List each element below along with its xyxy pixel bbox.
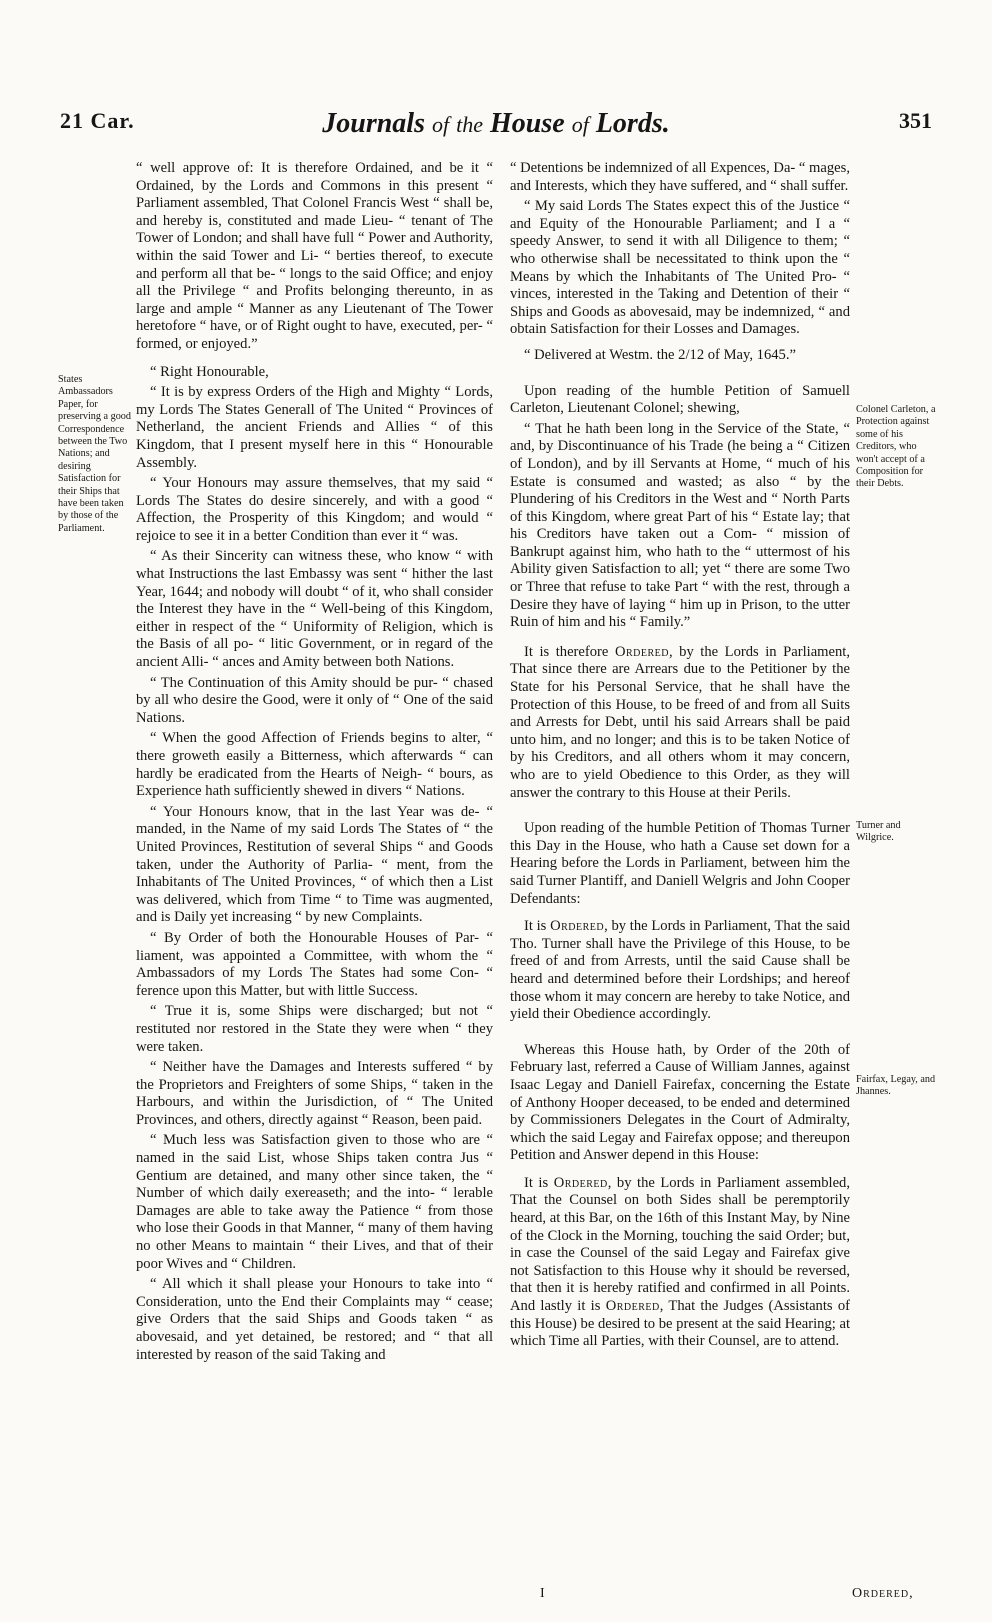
- paper-paragraph: “ True it is, some Ships were discharged; but not “ restituted nor restored in the State they were when “ they were taken.: [136, 1003, 493, 1055]
- paper-paragraph: “ By Order of both the Honourable Houses of Par- “ liament, was appointed a Committee, with whom the “ Ambassadors of my Lords The States had some Con- “ ference upon this Matter, but with little Success.: [136, 929, 493, 999]
- paper-paragraph: “ My said Lords The States expect this of the Justice “ and Equity of the Honourable Parliament; and I a “ speedy Answer, to send it with all Diligence to them; “ who otherwise shall be necessitated to think upon the “ Means by which the Inhabitants of The United Pro- “ vinces, interested in the Taking and Detention of their “ Ships and Goods as abovesaid, may be indemnized, “ and obtain Satisfaction for their Losses and Damages.: [510, 198, 850, 338]
- catchword: Ordered,: [852, 1586, 914, 1601]
- left-column: [136, 160, 493, 1367]
- paper-paragraph: “ Neither have the Damages and Interests suffered “ by the Proprietors and Freighters of some Ships, “ taken in the Harbours, and within the Jurisdiction, of “ The United Provinces, and others, directly against “ Reason, been paid.: [136, 1059, 493, 1128]
- ordered-word: Ordered: [550, 918, 605, 935]
- order-text: , by the Lords in Parliament assembled, That the Counsel on both Sides shall be peremptorily heard, at this Bar, on the 16th of this Instant May, by Nine of the Clock in the Morning, touching the said Order; but, in case the Counsel of the said Legay and Fairefax give not Satisfaction to this House why it should be reversed, that then it is hereby ratified and confirmed in all Points. And lastly it is: [510, 1174, 850, 1315]
- turner-petition: Upon reading of the humble Petition of Thomas Turner this Day in the House, who hath a Cause set down for a Hearing before the Lords in Parliament, between him the said Turner Plantiff, and Daniell Welgris and John Cooper Defendants:: [510, 820, 850, 907]
- paper-paragraph: “ Much less was Satisfaction given to those who are “ named in the said List, whose Ships taken contra Jus “ Gentium are detained, and many other since taken, the “ Number of which daily exereaseth; and the into- “ lerable Damages are able to take away the Patience “ from those who lose their Goods in that Manner, “ many of them having no other Means to maintain “ their Lives, and that of their poor Wives and “ Children.: [136, 1132, 493, 1272]
- salutation: “ Right Honourable,: [150, 363, 269, 380]
- signature-mark: I: [540, 1586, 545, 1601]
- page-header: [0, 108, 992, 148]
- margin-note-turner: Turner and Wilgrice.: [856, 820, 901, 844]
- paper-paragraph: “ As their Sincerity can witness these, who know “ with what Instructions the last Embassy was sent “ hither the last Year, 1644; and nobody will doubt “ of it, who shall consider the Interest they have in the “ Well-being of this Kingdom, either in respect of the “ Uniformity of Religion, which is the Basis of all po- “ litic Government, or in regard of the ancient Alli- “ ances and Amity between both Nations.: [136, 548, 493, 671]
- order-text: It is therefore: [524, 643, 609, 660]
- jannes-order: [510, 1175, 850, 1351]
- paper-paragraph: “ Your Honours may assure themselves, that my said “ Lords The States do desire sincerely, and with a good “ Affection, the Prosperity of this Kingdom; and would “ rejoice to see it in a better Condition than ever it “ was.: [136, 475, 493, 544]
- title-house: House: [490, 108, 565, 139]
- paper-paragraph: “ All which it shall please your Honours to take into “ Consideration, unto the End their Complaints may “ cease; give Orders that the said Ships and Goods taken “ as abovesaid, and yet detained, be restored; and “ that all interested by reason of the said Taking and: [136, 1276, 493, 1363]
- delivery-date: “ Delivered at Westm. the 2/12 of May, 1645.”: [524, 346, 796, 363]
- ordered-word: Ordered: [605, 1298, 660, 1315]
- carleton-petition-intro: Upon reading of the humble Petition of Samuell Carleton, Lieutenant Colonel; shewing,: [510, 382, 850, 417]
- carleton-petition-text: “ That he hath been long in the Service of the State, “ and, by Discontinuance of his Trade (he being a “ Citizen of London), and by ill Servants at Home, “ much of his Estate is consumed and wasted; as also “ by the Plundering of his Creditors in the West and “ North Parts of this Kingdom, where great Part of his “ Estate lay; that his Creditors have taken out a Com- “ mission of Bankrupt against him, who hath to the “ uttermost of his Ability given Satisfaction to all; yet “ there are some Two or Three that refuse to take Part “ with the rest, through a Desire they have of laying “ him up in Prison, to the utter Ruin of him and his “ Family.”: [510, 420, 850, 631]
- turner-order: [510, 918, 850, 1024]
- margin-note-states: States Ambassadors Paper, for preserving a good Correspondence between the Two Nations; and desiring Satisfaction for their Ships that have been taken by those of the Parliament.: [58, 374, 131, 534]
- ordinance-text: “ well approve of: It is therefore Ordained, and be it “ Ordained, by the Lords and Commons in this present “ Parliament assembled, That Colonel Francis West “ shall be, and hereby is, constituted and made Lieu- “ tenant of The Tower of London; and shall have full “ Power and Authority, within the said Tower and Li- “ berties thereof, to execute and perform all that be- “ longs to the said Office; and enjoy all the Privilege “ and Profits belonging thereunto, in as large and ample “ Manner as any Lieutenant of The Tower heretofore “ have, or of Right ought to have, executed, per- “ formed, or enjoyed.”: [136, 160, 493, 352]
- paper-paragraph: “ Detentions be indemnized of all Expences, Da- “ mages, and Interests, which they have suffered, and “ shall suffer.: [510, 160, 850, 194]
- page-number: 351: [899, 108, 932, 133]
- title-of-1: of: [431, 112, 450, 137]
- carleton-order: [510, 644, 850, 802]
- regnal-year: 21 Car.: [60, 108, 135, 133]
- margin-note-carleton: Colonel Carleton, a Protection against some of his Creditors, who won't accept of a Composition for their Debts.: [856, 404, 936, 490]
- title-the: the: [456, 112, 483, 137]
- right-column: [510, 160, 850, 1361]
- paper-paragraph: “ It is by express Orders of the High and Mighty “ Lords, my Lords The States Generall of The United “ Provinces of Netherland, the ancient Friends and Allies “ of this Kingdom, that I present myself here in this “ Honourable Assembly.: [136, 384, 493, 471]
- order-text: , That the Judges (Assistants of this House) be desired to be present at the said Hearing; at which Time all Parties, with their Counsel, are to attend.: [510, 1298, 851, 1350]
- jannes-cause: Whereas this House hath, by Order of the 20th of February last, referred a Cause of William Jannes, against Isaac Legay and Daniell Fairefax, concerning the Estate of Anthony Hooper deceased, to be ended and determined by Commissioners Delegates in the Court of Admiralty, which the said Legay and Fairefax oppose; and thereupon Petition and Answer depend in this House:: [510, 1041, 850, 1164]
- order-text: It is: [524, 918, 547, 935]
- title-journals: Journals: [322, 108, 425, 139]
- ordered-word: Ordered: [614, 643, 669, 660]
- order-text: It is: [524, 1174, 549, 1191]
- running-title: [0, 108, 992, 140]
- title-of-2: of: [571, 112, 589, 137]
- ordered-word: Ordered: [553, 1174, 608, 1191]
- paper-paragraph: “ Your Honours know, that in the last Year was de- “ manded, in the Name of my said Lords The States of “ the United Provinces, Restitution of several Ships “ and Goods taken, under the Authority of Parlia- “ ment, from the Inhabitants of The United Provinces, “ of which then a List was delivered, which from Time “ to Time was augmented, and is Daily yet increasing “ by new Complaints.: [136, 803, 493, 926]
- title-lords: Lords.: [595, 108, 670, 139]
- margin-note-fairfax: Fairfax, Legay, and Jhannes.: [856, 1074, 936, 1098]
- paper-paragraph: “ The Continuation of this Amity should be pur- “ chased by all who desire the Good, were it only of “ One of the said Nations.: [136, 674, 493, 726]
- order-text: , by the Lords in Parliament, That the said Tho. Turner shall have the Privilege of this House, to be freed of and from Arrests, until the said Cause shall be heard and determined before their Lordships; and hereof those whom it may concern are hereby to take Notice, and yield their Obedience accordingly.: [510, 918, 851, 1023]
- paper-paragraph: “ When the good Affection of Friends begins to alter, “ there groweth easily a Bitterness, which afterwards “ can hardly be eradicated from the Hearts of Neigh- “ bours, as Experience hath sufficiently shewed in divers “ Nations.: [136, 730, 493, 800]
- order-text: , by the Lords in Parliament, That since there are Arrears due to the Petitioner by the State for his Personal Service, that he shall have the Protection of this House, to be freed of and from all Suits and Arrests for Debt, until his said Arrears shall be paid unto him, and no longer; and this is to be taken Notice of by his Creditors, and all others whom it may concern, who are to yield Obedience to this Order, as they will answer the contrary to this House at their Perils.: [510, 643, 850, 801]
